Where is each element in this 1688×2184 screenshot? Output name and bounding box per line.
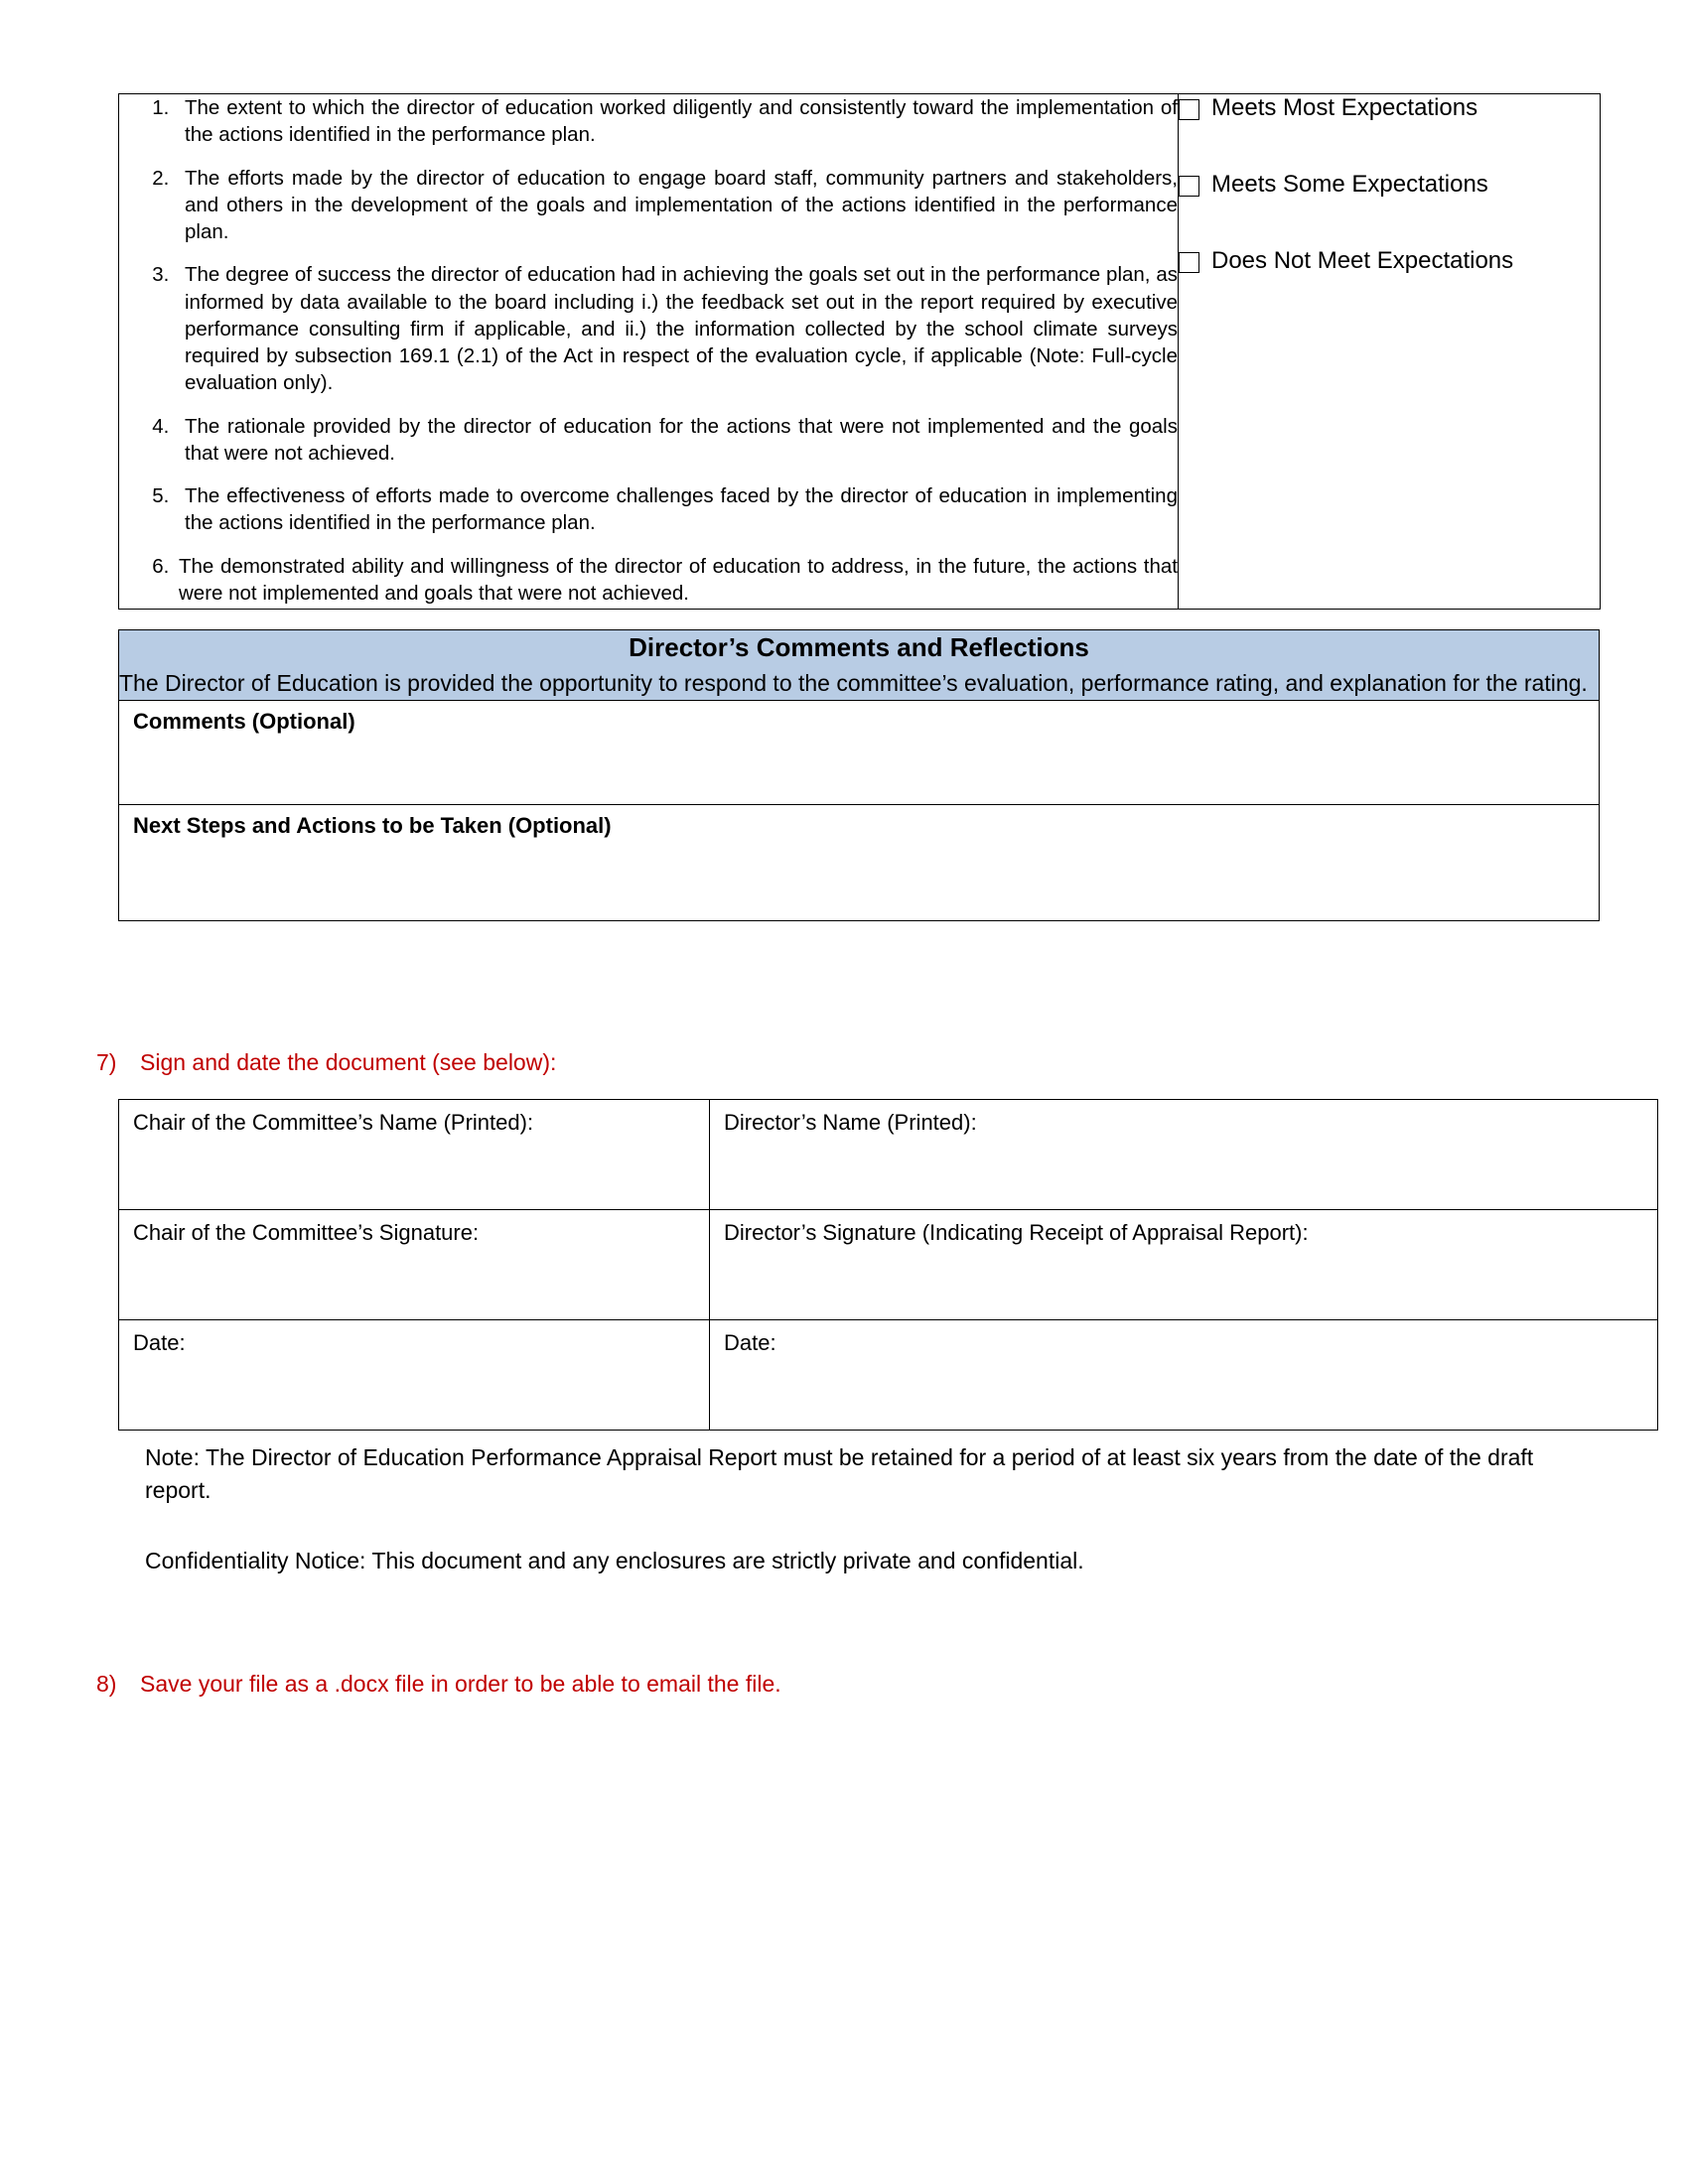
rating-option-label: Does Not Meet Expectations bbox=[1211, 246, 1514, 274]
director-name-label: Director’s Name (Printed): bbox=[724, 1110, 977, 1135]
chair-name-label: Chair of the Committee’s Name (Printed): bbox=[133, 1110, 534, 1135]
next-steps-field-row bbox=[119, 804, 1600, 920]
checkbox-icon[interactable] bbox=[1179, 176, 1199, 197]
criteria-rating-row bbox=[119, 94, 1601, 610]
checkbox-icon[interactable] bbox=[1179, 252, 1199, 273]
instruction-step-8-text: Save your file as a .docx file in order to be able to email the file. bbox=[140, 1671, 781, 1697]
director-signature-label: Director’s Signature (Indicating Receipt of Appraisal Report): bbox=[724, 1220, 1309, 1245]
signature-table bbox=[118, 1099, 1658, 1431]
table-row bbox=[119, 1100, 1658, 1210]
chair-signature-label: Chair of the Committee’s Signature: bbox=[133, 1220, 480, 1245]
director-name-cell[interactable] bbox=[710, 1100, 1658, 1210]
criteria-item-3: 3. The degree of success the director of education had in achieving the goals set out in the performance plan, as informed by data available to the board including i.) the feedback set out in the report required by executive performance consulting firm if applicable, and ii.) the information collected by the school climate surveys required by subsection 169.1 (2.1) of the Act in respect of the evaluation cycle, if applicable (Note: Full-cycle evaluation only). bbox=[175, 261, 1178, 396]
table-row bbox=[119, 1210, 1658, 1320]
confidentiality-note: Confidentiality Notice: This document and any enclosures are strictly private and confidential. bbox=[145, 1548, 1084, 1573]
next-steps-field-input[interactable] bbox=[119, 839, 1599, 920]
criteria-item-4: 4. The rationale provided by the director of education for the actions that were not implemented and the goals that were not achieved. bbox=[175, 413, 1178, 468]
checkbox-icon[interactable] bbox=[1179, 99, 1199, 120]
instruction-step-7-number: 7) bbox=[96, 1049, 117, 1075]
comments-field-input[interactable] bbox=[119, 735, 1599, 804]
comments-section-title: Director’s Comments and Reflections bbox=[629, 632, 1089, 662]
rating-option-does-not-meet[interactable] bbox=[1179, 247, 1600, 276]
next-steps-field-label: Next Steps and Actions to be Taken (Optional) bbox=[133, 812, 612, 838]
rating-option-meets-most[interactable] bbox=[1179, 94, 1600, 123]
chair-name-cell[interactable] bbox=[119, 1100, 710, 1210]
director-date-label: Date: bbox=[724, 1330, 776, 1355]
criteria-cell bbox=[119, 94, 1179, 610]
next-steps-field-cell[interactable] bbox=[119, 804, 1600, 920]
comments-field-row bbox=[119, 700, 1600, 804]
comments-field-label: Comments (Optional) bbox=[133, 708, 355, 734]
rating-option-meets-some[interactable] bbox=[1179, 171, 1600, 200]
director-comments-table bbox=[118, 629, 1600, 921]
chair-date-cell[interactable] bbox=[119, 1320, 710, 1431]
rating-options-cell bbox=[1179, 94, 1601, 610]
instruction-step-7-text: Sign and date the document (see below): bbox=[140, 1049, 557, 1075]
criteria-item-6: 6. The demonstrated ability and willingness of the director of education to address, in the future, the actions that were not implemented and goals that were not achieved. bbox=[175, 553, 1178, 608]
instruction-step-8 bbox=[96, 1671, 781, 1698]
comments-section-description: The Director of Education is provided the opportunity to respond to the committee’s evaluation, performance rating, and explanation for the rating. bbox=[119, 670, 1588, 697]
instruction-step-8-number: 8) bbox=[96, 1671, 117, 1697]
criteria-item-1: 1. The extent to which the director of education worked diligently and consistently toward the implementation of the actions identified in the performance plan. bbox=[175, 94, 1178, 149]
criteria-item-5: 5. The effectiveness of efforts made to overcome challenges faced by the director of education in implementing the actions identified in the performance plan. bbox=[175, 482, 1178, 537]
chair-signature-cell[interactable] bbox=[119, 1210, 710, 1320]
rating-option-label: Meets Most Expectations bbox=[1211, 94, 1478, 121]
criteria-rating-table bbox=[118, 93, 1601, 610]
comments-band-cell bbox=[119, 630, 1600, 701]
comments-field-cell[interactable] bbox=[119, 700, 1600, 804]
criteria-list bbox=[119, 94, 1178, 607]
chair-date-label: Date: bbox=[133, 1330, 186, 1355]
director-signature-cell[interactable] bbox=[710, 1210, 1658, 1320]
instruction-step-7 bbox=[96, 1049, 556, 1076]
criteria-item-2: 2. The efforts made by the director of education to engage board staff, community partners and stakeholders, and others in the development of the goals and implementation of the actions identified in the performance plan. bbox=[175, 165, 1178, 246]
rating-option-label: Meets Some Expectations bbox=[1211, 170, 1488, 198]
comments-band-row bbox=[119, 630, 1600, 701]
director-date-cell[interactable] bbox=[710, 1320, 1658, 1431]
retention-note: Note: The Director of Education Performance Appraisal Report must be retained for a period of at least six years from the date of the draft report. bbox=[145, 1444, 1534, 1504]
table-row bbox=[119, 1320, 1658, 1431]
